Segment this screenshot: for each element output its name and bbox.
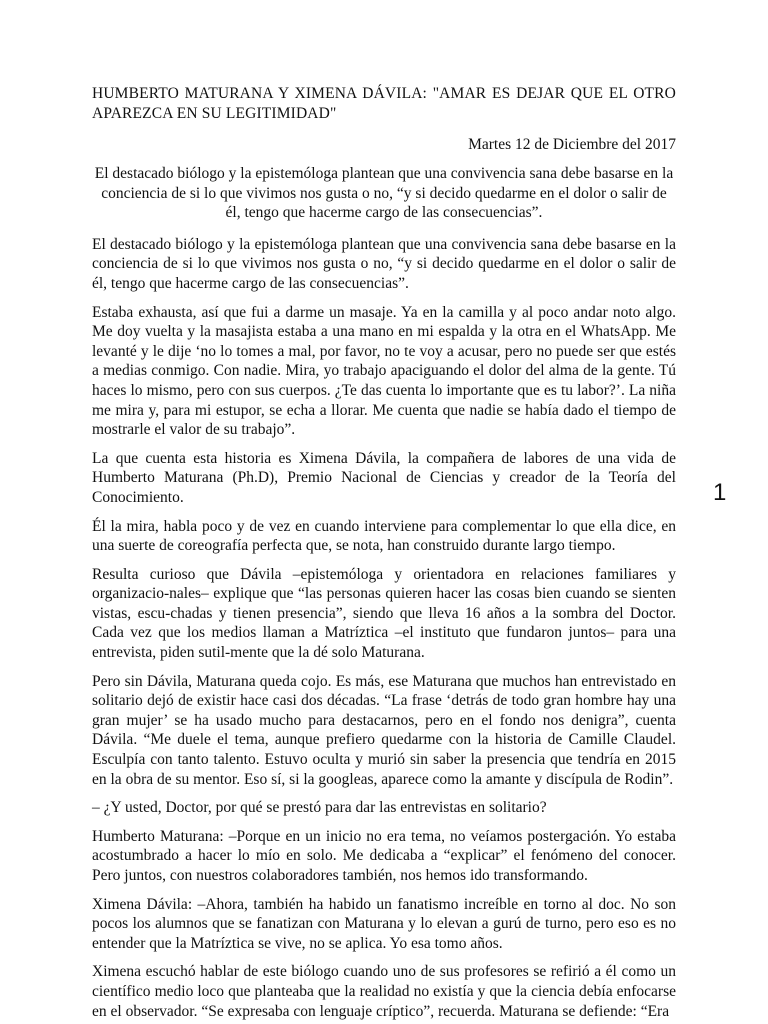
paragraph: Humberto Maturana: –Porque en un inicio no era tema, no veíamos postergación. Yo estaba acostumbrado a hacer lo mío en solo. Me dedicaba a “explicar” el fenómeno del conocer. Pero juntos, con nuestros colaboradores también, nos hemos ido transformando. [92, 827, 676, 884]
article-date: Martes 12 de Diciembre del 2017 [468, 136, 676, 153]
interview-question: – ¿Y usted, Doctor, por qué se prestó para dar las entrevistas en solitario? [92, 799, 547, 817]
article-title: HUMBERTO MATURANA Y XIMENA DÁVILA: "AMAR ES DEJAR QUE EL OTRO APAREZCA EN SU LEGITIMIDAD" [92, 85, 676, 122]
paragraph: Él la mira, habla poco y de vez en cuando interviene para complementar lo que ella dice, en una suerte de coreografía perfecta que, se nota, han construido durante largo tiempo. [92, 517, 676, 555]
paragraph: La que cuenta esta historia es Ximena Dávila, la compañera de labores de una vida de Humberto Maturana (Ph.D), Premio Nacional de Ciencias y creador de la Teoría del Conocimiento. [92, 449, 676, 506]
page-number: 1 [713, 479, 727, 506]
paragraph: Pero sin Dávila, Maturana queda cojo. Es más, ese Maturana que muchos han entrevistado en solitario dejó de existir hace casi dos décadas. “La frase ‘detrás de todo gran hombre hay una gran mujer’ se ha usado mucho para destacarnos, pero en el fondo nos denigra”, cuenta Dávila. “Me duele el tema, aunque prefiero quedarme con la historia de Camille Claudel. Esculpía con tanto talento. Estuvo oculta y murió sin saber la presencia que tendría en 2015 en la obra de su mentor. Eso sí, si la googleas, aparece como la amante y discípula de Rodin”. [92, 672, 676, 788]
article-lead: El destacado biólogo y la epistemóloga plantean que una convivencia sana debe basarse en la conciencia de si lo que vivimos nos gusta o no, “y si decido quedarme en el dolor o salir de él, tengo que hacerme cargo de las consecuencias”. [94, 165, 674, 222]
paragraph: Ximena Dávila: –Ahora, también ha habido un fanatismo increíble en torno al doc. No son pocos los alumnos que se fanatizan con Maturana y lo elevan a gurú de turno, pero eso es no entender que la Matríztica se vive, no se aplica. Yo esa tomo años. [92, 895, 676, 952]
paragraph: Ximena escuchó hablar de este biólogo cuando uno de sus profesores se refirió a él como un científico medio loco que planteaba que la realidad no existía y que la ciencia debía enfocarse en el observador. “Se expresaba con lenguaje críptico”, recuerda. Maturana se defiende: “Era [92, 963, 676, 1020]
paragraph: Estaba exhausta, así que fui a darme un masaje. Ya en la camilla y al poco andar noto algo. Me doy vuelta y la masajista estaba a una mano en mi espalda y la otra en el WhatsApp. Me levanté y le dije ‘no lo tomes a mal, por favor, no te voy a acusar, pero no puede ser que estés a medias conmigo. Con nadie. Mira, yo trabajo apaciguando el dolor del alma de la gente. Tú haces lo mismo, pero con sus cuerpos. ¿Te das cuenta lo importante que es tu labor?’. La niña me mira y, para mi estupor, se echa a llorar. Me cuenta que nadie se había dado el tiempo de mostrarle el valor de su trabajo”. [92, 303, 676, 439]
document-page [92, 84, 676, 1021]
paragraph: Resulta curioso que Dávila –epistemóloga y orientadora en relaciones familiares y organizacio-nales– explique que “las personas quieren hacer las cosas bien cuando se sienten vistas, escu-chadas y tienen presencia”, siendo que lleva 16 años a la sombra del Doctor. Cada vez que los medios llaman a Matríztica –el instituto que fundaron juntos– para una entrevista, piden sutil-mente que la dé solo Maturana. [92, 565, 676, 662]
paragraph: El destacado biólogo y la epistemóloga plantean que una convivencia sana debe basarse en la conciencia de si lo que vivimos nos gusta o no, “y si decido quedarme en el dolor o salir de él, tengo que hacerme cargo de las consecuencias”. [92, 235, 676, 292]
